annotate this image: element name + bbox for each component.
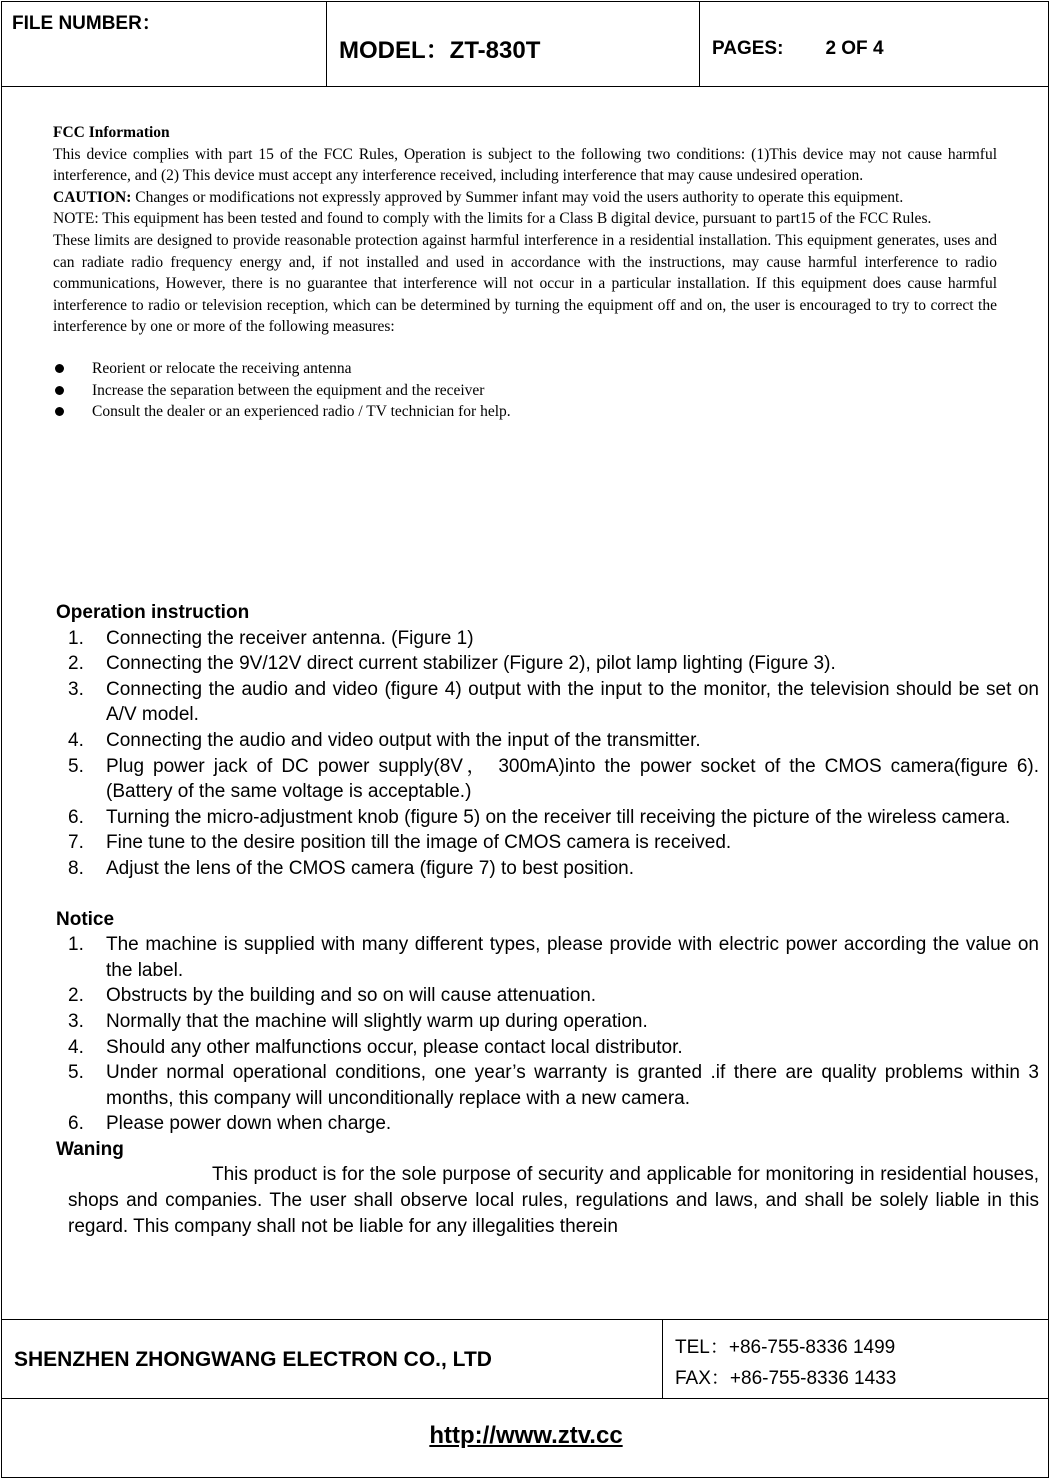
list-item: 2. Obstructs by the building and so on will cause attenuation. — [68, 985, 597, 1007]
pages-cell — [700, 2, 1050, 86]
bullet-icon — [55, 364, 64, 373]
operation-list — [56, 626, 1039, 882]
bullet-icon — [55, 407, 64, 416]
bullet-icon — [55, 386, 64, 395]
list-item: 1. Connecting the receiver antenna. (Figure 1) — [68, 627, 474, 649]
footer-company-row — [2, 1319, 1048, 1399]
list-item: 5. Under normal operational conditions, one year’s warranty is granted .if there are quality problems within 3 months, this company will unconditionally replace with a new camera. — [68, 1062, 1039, 1109]
pages-value: 2 OF 4 — [825, 38, 884, 59]
limits-paragraph: These limits are designed to provide reasonable protection against harmful interference in a residential installation. This equipment generates, uses and can radiate radio frequency energy and, if not installed and used in accordance with the instructions, may cause harmful interference to radio communications, However, there is no guarantee that interference will not occur in a particular installation. If this equipment does cause harmful interference to radio or television reception, which can be determined by turning the equipment off and on, the user is encouraged to try to correct the interference by one or more of the following measures: — [53, 231, 997, 336]
model-cell — [327, 2, 700, 86]
caution-text: Changes or modifications not expressly approved by Summer infant may void the users authority to operate this equipment. — [131, 188, 904, 206]
list-item: 6. Turning the micro-adjustment knob (figure 5) on the receiver till receiving the picture of the wireless camera. — [68, 806, 1011, 828]
company-name: SHENZHEN ZHONGWANG ELECTRON CO., LTD — [2, 1320, 663, 1398]
file-number-label: FILE NUMBER： — [12, 13, 161, 34]
list-item: 3. Connecting the audio and video (figure 4) output with the input to the monitor, the television should be set on A/V model. — [68, 678, 1039, 726]
caution-label: CAUTION: — [53, 188, 132, 206]
file-number-cell — [2, 2, 327, 86]
model-label: MODEL：ZT-830T — [339, 37, 541, 64]
pages-label: PAGES: — [712, 38, 784, 59]
warning-title: Waning — [56, 1138, 124, 1160]
list-item: 3. Normally that the machine will slightly warm up during operation. — [68, 1010, 648, 1032]
warning-text: This product is for the sole purpose of security and applicable for monitoring in residential houses, shops and companies. The user shall observe local rules, regulations and laws, and shall be solely liable in this regard. This company shall not be liable for any illegalities therein — [68, 1164, 1039, 1237]
list-item: 4. Connecting the audio and video output with the input of the transmitter. — [68, 729, 701, 751]
instructions-section — [56, 600, 1039, 1239]
fcc-section — [53, 122, 997, 423]
notice-title: Notice — [56, 908, 115, 930]
list-item: 1. The machine is supplied with many different types, please provide with electric power according the value on the label. — [68, 934, 1039, 981]
fcc-title: FCC Information — [53, 124, 170, 141]
list-item: Increase the separation between the equipment and the receiver — [53, 380, 997, 402]
list-item: Consult the dealer or an experienced radio / TV technician for help. — [53, 401, 997, 423]
list-item: 8. Adjust the lens of the CMOS camera (figure 7) to best position. — [68, 857, 635, 879]
operation-title: Operation instruction — [56, 602, 250, 623]
header-row — [2, 2, 1048, 87]
tel-number: TEL：+86-755-8336 1499 — [675, 1337, 896, 1358]
fax-number: FAX：+86-755-8336 1433 — [675, 1368, 897, 1389]
fcc-paragraph: This device complies with part 15 of the FCC Rules, Operation is subject to the following two conditions: (1)This device may not cause harmful interference, and (2) This device must accept any interference received, including interference that may cause undesired operation. — [53, 145, 997, 185]
notice-list — [56, 932, 1039, 1137]
caution-paragraph — [53, 187, 997, 209]
list-item: 2. Connecting the 9V/12V direct current stabilizer (Figure 2), pilot lamp lighting (Figure 3). — [68, 653, 836, 675]
list-item: 6. Please power down when charge. — [68, 1113, 392, 1135]
contact-cell — [663, 1320, 1048, 1398]
website-link[interactable]: http://www.ztv.cc — [429, 1422, 623, 1449]
list-item: 4. Should any other malfunctions occur, please contact local distributor. — [68, 1036, 683, 1058]
list-item: 7. Fine tune to the desire position till the image of CMOS camera is received. — [68, 832, 732, 854]
list-item: 5. Plug power jack of DC power supply(8V， 300mA)into the power socket of the CMOS camera(figure 6).(Battery of the same voltage is acceptable.) — [68, 755, 1039, 803]
note-paragraph: NOTE: This equipment has been tested and found to comply with the limits for a Class B digital device, pursuant to part15 of the FCC Rules. — [53, 210, 932, 228]
measures-list — [53, 358, 997, 423]
list-item: Reorient or relocate the receiving antenna — [53, 358, 997, 380]
